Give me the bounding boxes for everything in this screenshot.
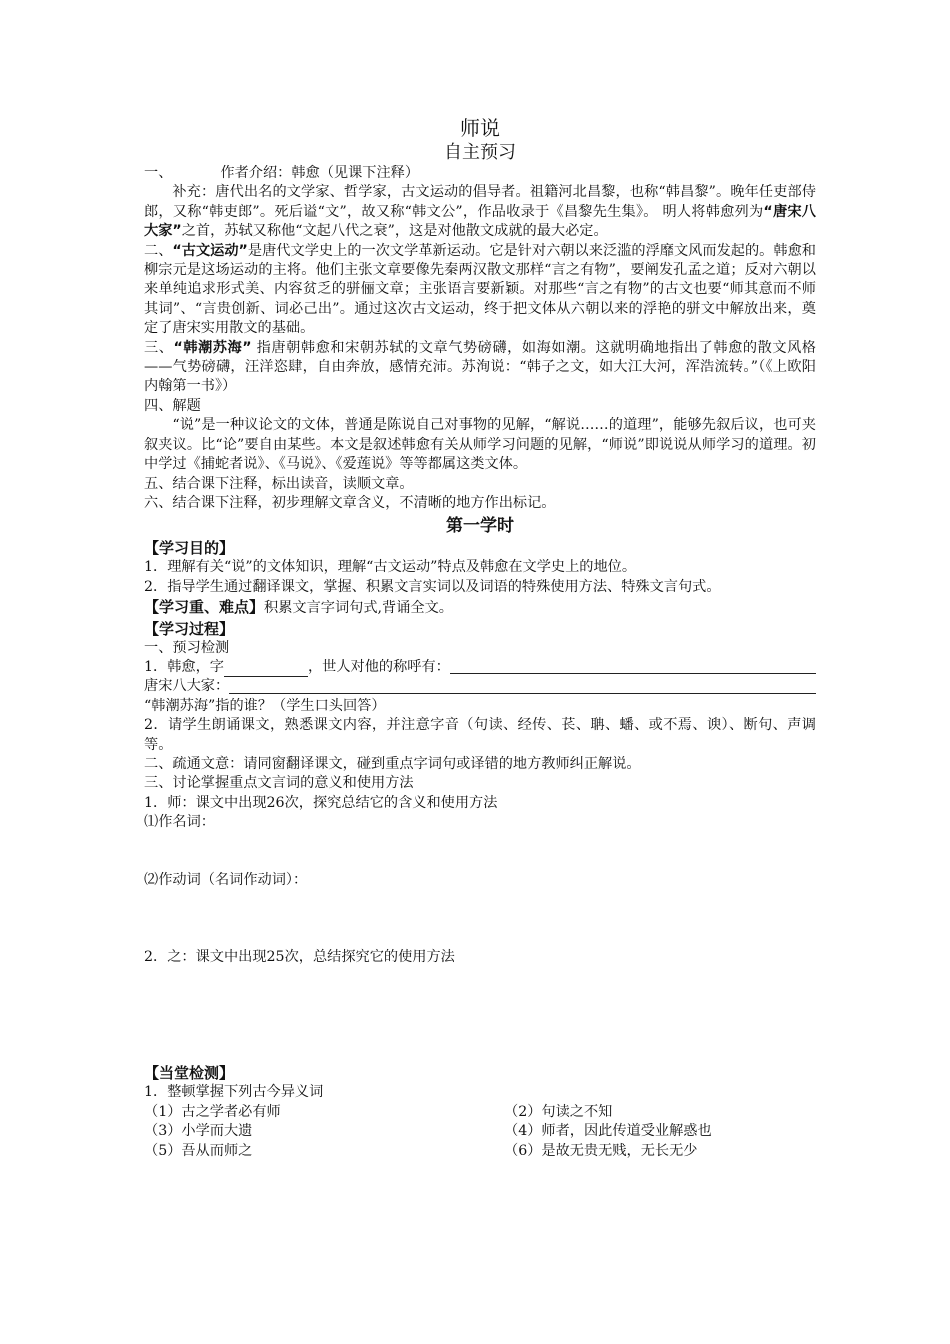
question-1-oral: “韩潮苏海”指的谁？（学生口头回答） xyxy=(144,697,386,714)
check-item: （2）句读之不知 xyxy=(504,1103,613,1120)
question-1-eight-masters-row: 唐宋八大家： xyxy=(144,677,816,696)
key-points: 【学习重、难点】积累文言字词句式,背诵全文。 xyxy=(144,598,453,617)
answer-space xyxy=(144,967,816,1063)
word-1: 1．师：课文中出现26次，探究总结它的含义和使用方法 xyxy=(144,794,498,811)
courtesy-name-blank[interactable] xyxy=(224,662,308,677)
word-2: 2．之：课文中出现25次，总结探究它的使用方法 xyxy=(144,949,455,965)
process-heading: 【学习过程】 xyxy=(144,619,235,638)
preview-item-5: 五、结合课下注释，标出读音，读顺文章。 xyxy=(144,475,414,492)
question-1-row: 1．韩愈，字 ，世人对他的称呼有： xyxy=(144,658,816,677)
preview-item-3: 三、“韩潮苏海” 指唐朝韩愈和宋朝苏轼的文章气势磅礴，如海如潮。这就明确地指出了韩愈的散文风格——气势磅礴，汪洋恣肆，自由奔放，感情充沛。苏洵说：“韩子之文，如大江大河，浑浩流转。”（《上欧阳内翰第一书》） xyxy=(144,339,816,395)
goal-2: 2．指导学生通过翻译课文，掌握、积累文言实词以及词语的特殊使用方法、特殊文言句式。 xyxy=(144,578,721,595)
answer-space xyxy=(144,890,816,948)
preview-item-1: 一、 作者介绍：韩愈（见课下注释） xyxy=(144,165,420,181)
check-heading: 【当堂检测】 xyxy=(144,1064,235,1083)
titles-blank[interactable] xyxy=(450,659,816,674)
doc-title: 师说 xyxy=(460,116,500,140)
check-item: （4）师者，因此传道受业解惑也 xyxy=(504,1123,712,1140)
step-1: 一、预习检测 xyxy=(144,639,230,656)
goal-heading: 【学习目的】 xyxy=(144,539,235,558)
answer-space xyxy=(144,833,816,871)
word-1-noun: ⑴作名词： xyxy=(144,814,215,831)
preview-item-6: 六、结合课下注释，初步理解文章含义，不清晰的地方作出标记。 xyxy=(144,494,556,511)
goal-1: 1．理解有关“说”的文体知识，理解“古文运动”特点及韩愈在文学史上的地位。 xyxy=(144,559,637,576)
section-title-preview: 自主预习 xyxy=(444,142,516,163)
lesson-1-heading: 第一学时 xyxy=(446,516,514,537)
word-1-verb: ⑵作动词（名词作动词）： xyxy=(144,871,308,888)
preview-item-4-heading: 四、解题 xyxy=(144,397,201,414)
document-page xyxy=(144,116,816,1161)
check-item: （5）吾从而师之 xyxy=(144,1142,253,1159)
step-2: 二、疏通文意：请同窗翻译课文，碰到重点字词句或译错的地方教师纠正解说。 xyxy=(144,755,641,772)
step-3: 三、讨论掌握重点文言词的意义和使用方法 xyxy=(144,775,414,792)
check-item: （1）古之学者必有师 xyxy=(144,1103,281,1120)
preview-item-4-text: “说”是一种议论文的文体，普通是陈说自己对事物的见解，“解说……的道理”，能够先叙后议，也可夹叙夹议。比“论”要自由某些。本文是叙述韩愈有关从师学习问题的见解，“师说”即说说从师学习的道理。初中学过《捕蛇者说》、《马说》、《爱莲说》等等都属这类文体。 xyxy=(144,417,816,473)
preview-supplement: 补充：唐代出名的文学家、哲学家，古文运动的倡导者。祖籍河北昌黎，也称“韩昌黎”。晚年任吏部侍郎，又称“韩吏郎”。死后谥“文”，故又称“韩文公”，作品收录于《昌黎先生集》。 明人将韩愈列为“唐宋八大家”之首，苏轼又称他“文起八代之衰”，这是对他散文成就的最大必定。 xyxy=(144,184,816,240)
check-items xyxy=(144,1103,816,1161)
question-2: 2．请学生朗诵课文，熟悉课文内容，并注意字音（句读、经传、苌、聃、蟠、或不焉、谀）、断句、声调等。 xyxy=(144,717,816,753)
preview-item-2: 二、“古文运动”是唐代文学史上的一次文学革新运动。它是针对六朝以来泛滥的浮靡文风而发起的。韩愈和柳宗元是这场运动的主将。他们主张文章要像先秦两汉散文那样“言之有物”，要阐发孔孟之道；反对六朝以来单纯追求形式美、内容贫乏的骈俪文章；主张语言要新颖。对那些“言之有物”的古文也要“师其意而不师其词”、“言贵创新、词必己出”。通过这次古文运动，终于把文体从六朝以来的浮艳的骈文中解放出来，奠定了唐宋实用散文的基础。 xyxy=(144,242,816,337)
check-item: （6）是故无贵无贱，无长无少 xyxy=(504,1142,698,1159)
eight-masters-blank[interactable] xyxy=(229,679,816,694)
check-item: （3）小学而大遗 xyxy=(144,1123,253,1140)
check-question-1: 1．整顿掌握下列古今异义词 xyxy=(144,1084,324,1101)
